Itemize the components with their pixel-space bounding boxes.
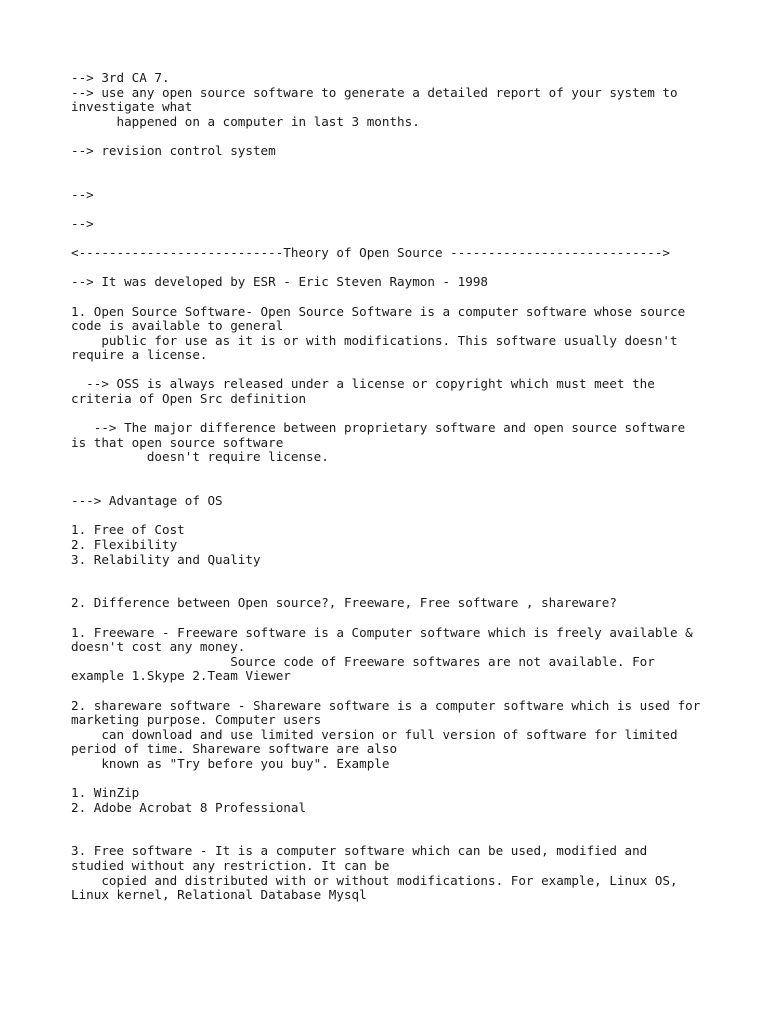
list-item: 2. Adobe Acrobat 8 Professional xyxy=(71,799,307,815)
text-line xyxy=(71,202,711,217)
text-line: --> 3rd CA 7. xyxy=(71,70,170,85)
text-line: known as "Try before you buy". Example xyxy=(71,755,390,771)
text-line xyxy=(71,509,711,524)
text-line xyxy=(71,480,711,495)
list-item: 1. WinZip xyxy=(71,785,140,801)
text-line xyxy=(71,290,711,305)
text-line: Source code of Freeware softwares are not available. For xyxy=(71,653,655,669)
list-item: 1. Free of Cost xyxy=(71,522,185,538)
section-heading: <---------------------------Theory of Open Source ----------------------------> xyxy=(71,245,670,261)
text-line xyxy=(71,465,711,480)
text-line: marketing purpose. Computer users xyxy=(71,712,322,728)
text-line: example 1.Skype 2.Team Viewer xyxy=(71,668,291,684)
text-line xyxy=(71,830,711,845)
text-line: 1. Open Source Software- Open Source Software is a computer software whose source xyxy=(71,303,686,319)
text-line xyxy=(71,582,711,597)
text-line: is that open source software xyxy=(71,434,284,450)
text-line: investigate what xyxy=(71,99,193,115)
text-line xyxy=(71,363,711,378)
text-line xyxy=(71,173,711,188)
text-line xyxy=(71,567,711,582)
text-line xyxy=(71,407,711,422)
text-line: --> xyxy=(71,215,94,231)
text-line: --> use any open source software to generate a detailed report of your system to xyxy=(71,84,678,100)
text-line: period of time. Shareware software are also xyxy=(71,741,398,757)
text-line: --> OSS is always released under a license or copyright which must meet the xyxy=(71,376,655,392)
text-line: --> The major difference between proprietary software and open source software xyxy=(71,420,686,436)
text-line: 2. Difference between Open source?, Freeware, Free software , shareware? xyxy=(71,595,617,611)
list-item: 3. Relability and Quality xyxy=(71,551,261,567)
text-line: criteria of Open Src definition xyxy=(71,391,307,407)
text-line: --> revision control system xyxy=(71,142,276,158)
text-line xyxy=(71,684,711,699)
text-line: public for use as it is or with modifications. This software usually doesn't xyxy=(71,332,678,348)
text-line: --> It was developed by ESR - Eric Steven Raymon - 1998 xyxy=(71,274,489,290)
text-line xyxy=(71,772,711,787)
text-line xyxy=(71,159,711,174)
text-line: doesn't cost any money. xyxy=(71,639,246,655)
text-line: Linux kernel, Relational Database Mysql xyxy=(71,887,367,903)
document-page xyxy=(71,71,711,903)
text-line: studied without any restriction. It can be xyxy=(71,858,390,874)
text-line xyxy=(71,815,711,830)
text-line xyxy=(71,261,711,276)
text-line xyxy=(71,129,711,144)
text-line: 1. Freeware - Freeware software is a Computer software which is freely available & xyxy=(71,624,693,640)
text-line: ---> Advantage of OS xyxy=(71,493,223,509)
text-line: --> xyxy=(71,186,94,202)
text-line: doesn't require license. xyxy=(71,449,329,465)
text-line: code is available to general xyxy=(71,318,284,334)
text-line: 3. Free software - It is a computer software which can be used, modified and xyxy=(71,843,648,859)
text-line: 2. shareware software - Shareware software is a computer software which is used for xyxy=(71,697,701,713)
text-line: happened on a computer in last 3 months. xyxy=(71,113,420,129)
text-line: require a license. xyxy=(71,347,208,363)
text-line xyxy=(71,611,711,626)
text-line: copied and distributed with or without modifications. For example, Linux OS, xyxy=(71,872,678,888)
list-item: 2. Flexibility xyxy=(71,537,178,552)
text-line: can download and use limited version or full version of software for limited xyxy=(71,726,678,742)
text-line xyxy=(71,232,711,247)
